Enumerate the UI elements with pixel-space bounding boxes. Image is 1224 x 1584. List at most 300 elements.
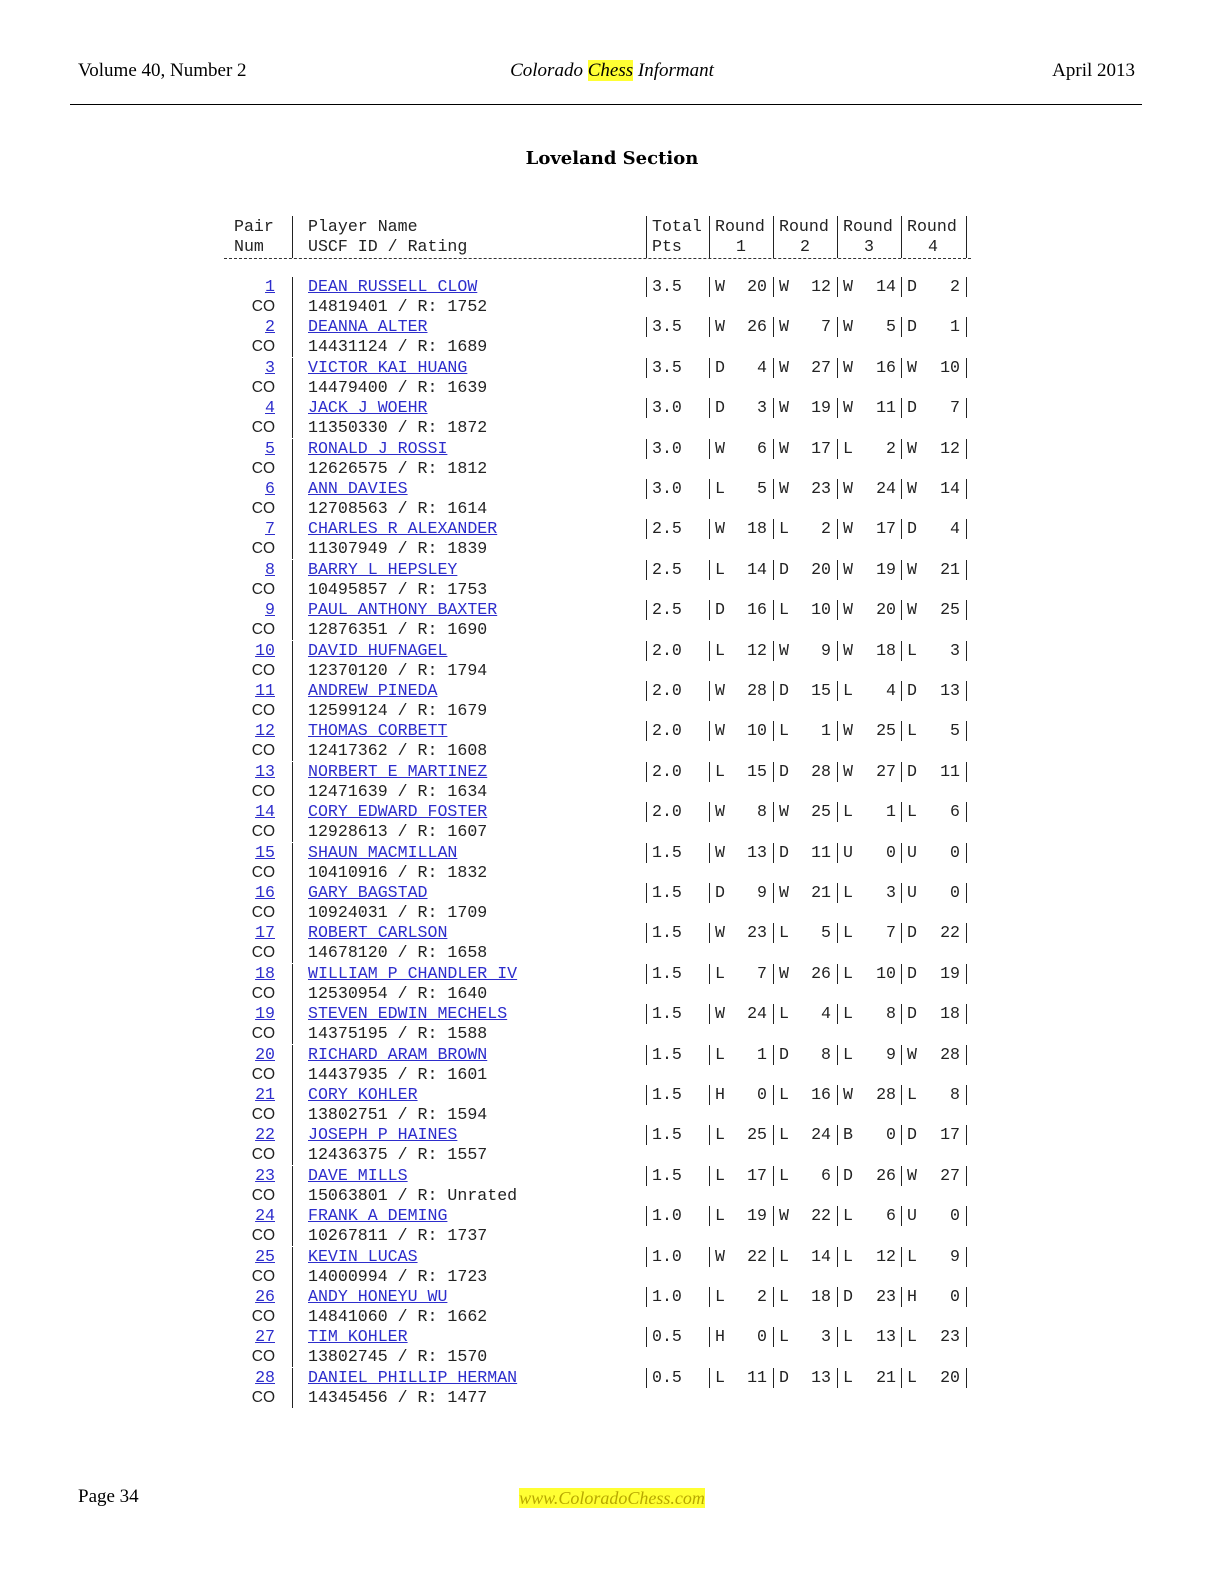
title-part-1: Colorado	[510, 60, 588, 81]
player-state: CO	[251, 661, 275, 679]
player-name-link[interactable]: JOSEPH P HAINES	[308, 1125, 458, 1145]
row-separator	[646, 762, 647, 782]
round-2-result: L	[779, 1004, 789, 1024]
row-separator	[646, 1206, 647, 1226]
round-2-result: L	[779, 721, 789, 741]
round-4-opponent: 14	[940, 479, 960, 498]
round-3-result: L	[843, 1004, 853, 1024]
round-3-result: U	[843, 842, 853, 862]
player-uscf-rating: 14479400 / R: 1639	[308, 377, 488, 397]
round-3-result: L	[843, 681, 853, 700]
row-separator	[773, 1045, 774, 1065]
round-4-result: W	[907, 479, 917, 498]
round-1-result: W	[715, 277, 725, 296]
round-2-result: W	[779, 317, 789, 337]
player-state: CO	[251, 459, 275, 477]
header-round-1: Round	[715, 217, 765, 236]
row-separator	[966, 1206, 967, 1226]
pair-number-link[interactable]: 26	[255, 1287, 275, 1306]
round-3-result: L	[843, 1327, 853, 1347]
row-separator	[966, 1368, 967, 1388]
row-separator	[646, 560, 647, 580]
row-separator	[709, 358, 710, 378]
row-separator	[966, 439, 967, 459]
header-round-3-num: 3	[864, 237, 874, 256]
player-uscf-rating: 14678120 / R: 1658	[308, 943, 488, 963]
header-separator	[773, 216, 774, 258]
round-2-opponent: 4	[821, 1004, 831, 1024]
pair-number-link[interactable]: 27	[255, 1327, 275, 1347]
player-name-link[interactable]: ANDREW PINEDA	[308, 681, 438, 700]
pair-number-link[interactable]: 9	[265, 600, 275, 620]
round-2-result: D	[779, 1044, 789, 1064]
row-separator	[901, 358, 902, 378]
row-separator	[709, 883, 710, 903]
round-4-result: W	[907, 357, 917, 377]
round-3-result: W	[843, 721, 853, 741]
round-4-result: U	[907, 842, 917, 862]
pair-number-link[interactable]: 21	[255, 1085, 275, 1104]
pair-number-link[interactable]: 5	[265, 438, 275, 458]
player-name-link[interactable]: CORY KOHLER	[308, 1085, 418, 1104]
row-separator	[292, 560, 293, 600]
row-separator	[773, 560, 774, 580]
round-3-result: L	[843, 802, 853, 822]
round-1-result: D	[715, 600, 725, 620]
row-separator	[837, 1004, 838, 1024]
row-separator	[901, 1125, 902, 1145]
total-points: 2.0	[652, 640, 682, 660]
website-url[interactable]: www.ColoradoChess.com	[519, 1488, 705, 1508]
row-separator	[966, 1327, 967, 1347]
round-2-result: L	[779, 1327, 789, 1347]
round-2-opponent: 11	[811, 842, 831, 862]
round-4-result: U	[907, 883, 917, 902]
row-separator	[292, 762, 293, 802]
row-separator	[901, 560, 902, 580]
row-separator	[837, 964, 838, 984]
round-4-opponent: 12	[940, 438, 960, 458]
website-link[interactable]	[0, 1488, 1224, 1509]
row-separator	[646, 1004, 647, 1024]
row-separator	[837, 1045, 838, 1065]
row-separator	[901, 277, 902, 297]
row-separator	[837, 439, 838, 459]
player-name-link[interactable]: JACK J WOEHR	[308, 398, 428, 418]
round-3-opponent: 24	[876, 479, 896, 498]
row-separator	[646, 317, 647, 337]
round-2-opponent: 9	[821, 640, 831, 660]
player-name-link[interactable]: ROBERT CARLSON	[308, 923, 448, 943]
round-3-opponent: 25	[876, 721, 896, 741]
round-1-opponent: 28	[747, 681, 767, 700]
round-2-opponent: 5	[821, 923, 831, 943]
row-separator	[709, 560, 710, 580]
round-4-result: D	[907, 277, 917, 296]
total-points: 1.0	[652, 1287, 682, 1306]
round-2-opponent: 3	[821, 1327, 831, 1347]
player-name-link[interactable]: DANIEL PHILLIP HERMAN	[308, 1367, 518, 1387]
page-header	[0, 0, 1224, 110]
pair-number-link[interactable]: 6	[265, 479, 275, 498]
player-name-link[interactable]: CHARLES R ALEXANDER	[308, 519, 498, 539]
round-2-opponent: 23	[811, 479, 831, 498]
row-separator	[292, 721, 293, 761]
round-2-opponent: 6	[821, 1165, 831, 1185]
player-state: CO	[251, 1025, 275, 1043]
round-1-result: W	[715, 1004, 725, 1024]
row-separator	[709, 600, 710, 620]
pair-number-link[interactable]: 18	[255, 963, 275, 983]
row-separator	[646, 358, 647, 378]
round-2-opponent: 17	[811, 438, 831, 458]
row-separator	[837, 1085, 838, 1105]
row-separator	[773, 1247, 774, 1267]
pair-number-link[interactable]: 28	[255, 1367, 275, 1387]
round-3-opponent: 23	[876, 1287, 896, 1306]
round-4-result: H	[907, 1287, 917, 1306]
pair-number-link[interactable]: 7	[265, 519, 275, 539]
row-separator	[966, 519, 967, 539]
player-uscf-rating: 14819401 / R: 1752	[308, 297, 488, 316]
row-separator	[966, 1287, 967, 1307]
round-4-result: W	[907, 559, 917, 579]
round-3-result: W	[843, 357, 853, 377]
row-separator	[773, 1166, 774, 1186]
player-name-link[interactable]: PAUL ANTHONY BAXTER	[308, 600, 498, 620]
round-4-result: D	[907, 1004, 917, 1024]
player-name-link[interactable]: FRANK A DEMING	[308, 1206, 448, 1226]
round-4-opponent: 11	[940, 761, 960, 781]
total-points: 1.5	[652, 842, 682, 862]
pair-number-link[interactable]: 19	[255, 1004, 275, 1024]
row-separator	[901, 1206, 902, 1226]
round-4-result: D	[907, 1125, 917, 1145]
row-separator	[901, 1085, 902, 1105]
round-2-opponent: 26	[811, 963, 831, 983]
row-separator	[901, 1368, 902, 1388]
player-uscf-rating: 14345456 / R: 1477	[308, 1387, 488, 1407]
header-pts: Pts	[652, 237, 682, 256]
round-1-result: W	[715, 721, 725, 741]
table-row	[0, 1045, 1224, 1085]
round-4-opponent: 22	[940, 923, 960, 943]
header-rule	[70, 104, 1142, 105]
round-1-opponent: 0	[757, 1085, 767, 1104]
player-uscf-rating: 14437935 / R: 1601	[308, 1064, 488, 1084]
player-name-link[interactable]: DAVID HUFNAGEL	[308, 640, 448, 660]
round-1-result: L	[715, 640, 725, 660]
section-title: Loveland Section	[525, 148, 699, 169]
row-separator	[709, 762, 710, 782]
total-points: 1.5	[652, 883, 682, 902]
round-3-opponent: 9	[886, 1044, 896, 1064]
player-state: CO	[251, 1106, 275, 1123]
player-state: CO	[251, 1267, 275, 1285]
round-1-opponent: 3	[757, 398, 767, 418]
player-name-link[interactable]: NORBERT E MARTINEZ	[308, 761, 488, 781]
row-separator	[292, 1085, 293, 1125]
player-name-link[interactable]: KEVIN LUCAS	[308, 1246, 418, 1266]
issue-date: April 2013	[1052, 60, 1135, 81]
row-separator	[709, 1247, 710, 1267]
round-4-opponent: 0	[950, 1206, 960, 1226]
round-2-opponent: 10	[811, 600, 831, 620]
round-3-opponent: 6	[886, 1206, 896, 1226]
round-2-opponent: 18	[811, 1287, 831, 1306]
row-separator	[709, 681, 710, 701]
round-1-opponent: 5	[757, 479, 767, 498]
round-2-opponent: 14	[811, 1246, 831, 1266]
round-1-result: L	[715, 559, 725, 579]
round-3-result: L	[843, 1367, 853, 1387]
round-3-opponent: 11	[876, 398, 896, 418]
player-state: CO	[251, 621, 275, 639]
round-2-opponent: 2	[821, 519, 831, 539]
pair-number-link[interactable]: 14	[255, 802, 275, 822]
row-separator	[837, 277, 838, 297]
row-separator	[292, 1247, 293, 1287]
round-3-result: W	[843, 317, 853, 337]
row-separator	[773, 277, 774, 297]
round-2-result: D	[779, 681, 789, 700]
round-2-result: W	[779, 802, 789, 822]
total-points: 3.0	[652, 479, 682, 498]
row-separator	[901, 1004, 902, 1024]
player-name-link[interactable]: DEANNA ALTER	[308, 317, 428, 337]
player-name-link[interactable]: VICTOR KAI HUANG	[308, 357, 468, 377]
round-3-result: L	[843, 923, 853, 943]
row-separator	[709, 641, 710, 661]
row-separator	[773, 479, 774, 499]
row-separator	[966, 681, 967, 701]
pair-number-link[interactable]: 20	[255, 1044, 275, 1064]
round-4-result: U	[907, 1206, 917, 1226]
pair-number-link[interactable]: 1	[265, 277, 275, 296]
round-4-result: W	[907, 1044, 917, 1064]
row-separator	[292, 1327, 293, 1367]
round-1-opponent: 25	[747, 1125, 767, 1145]
round-4-opponent: 2	[950, 277, 960, 296]
round-3-opponent: 10	[876, 963, 896, 983]
round-2-opponent: 7	[821, 317, 831, 337]
table-row	[0, 1287, 1224, 1327]
round-4-opponent: 17	[940, 1125, 960, 1145]
row-separator	[292, 398, 293, 438]
table-row	[0, 923, 1224, 963]
player-name-link[interactable]: ANDY HONEYU WU	[308, 1287, 448, 1306]
player-uscf-rating: 13802745 / R: 1570	[308, 1347, 488, 1367]
pair-number-link[interactable]: 12	[255, 721, 275, 741]
player-name-link[interactable]: GARY BAGSTAD	[308, 883, 428, 902]
row-separator	[709, 1287, 710, 1307]
row-separator	[709, 479, 710, 499]
table-row	[0, 277, 1224, 317]
player-name-link[interactable]: THOMAS CORBETT	[308, 721, 448, 741]
pair-number-link[interactable]: 8	[265, 559, 275, 579]
total-points: 2.5	[652, 600, 682, 620]
round-1-result: W	[715, 438, 725, 458]
row-separator	[837, 802, 838, 822]
round-1-result: W	[715, 519, 725, 539]
round-1-opponent: 13	[747, 842, 767, 862]
round-1-result: W	[715, 681, 725, 700]
table-row	[0, 843, 1224, 883]
pair-number-link[interactable]: 24	[255, 1206, 275, 1226]
row-separator	[709, 1004, 710, 1024]
round-3-opponent: 8	[886, 1004, 896, 1024]
row-separator	[837, 1368, 838, 1388]
pair-number-link[interactable]: 16	[255, 883, 275, 902]
player-uscf-rating: 10267811 / R: 1737	[308, 1226, 488, 1246]
player-name-link[interactable]: DAVE MILLS	[308, 1165, 408, 1185]
pair-number-link[interactable]: 11	[255, 681, 275, 700]
player-name-link[interactable]: ANN DAVIES	[308, 479, 408, 498]
header-separator	[709, 216, 710, 258]
round-4-opponent: 10	[940, 357, 960, 377]
player-uscf-rating: 12530954 / R: 1640	[308, 983, 488, 1003]
player-name-link[interactable]: CORY EDWARD FOSTER	[308, 802, 488, 822]
player-name-link[interactable]: TIM KOHLER	[308, 1327, 408, 1347]
row-separator	[901, 1247, 902, 1267]
round-3-result: W	[843, 1085, 853, 1104]
table-row	[0, 358, 1224, 398]
round-1-opponent: 10	[747, 721, 767, 741]
round-3-result: L	[843, 1206, 853, 1226]
row-separator	[292, 1368, 293, 1408]
pair-number-link[interactable]: 17	[255, 923, 275, 943]
player-name-link[interactable]: BARRY L HEPSLEY	[308, 559, 458, 579]
player-name-link[interactable]: SHAUN MACMILLAN	[308, 842, 458, 862]
header-player-name: Player Name	[308, 217, 418, 236]
title-highlight: Chess	[587, 60, 634, 81]
round-1-opponent: 2	[757, 1287, 767, 1306]
player-uscf-rating: 12436375 / R: 1557	[308, 1145, 488, 1165]
round-1-result: W	[715, 842, 725, 862]
row-separator	[837, 641, 838, 661]
total-points: 1.5	[652, 963, 682, 983]
row-separator	[292, 358, 293, 398]
round-1-opponent: 17	[747, 1165, 767, 1185]
player-name-link[interactable]: WILLIAM P CHANDLER IV	[308, 963, 518, 983]
pair-number-link[interactable]: 25	[255, 1246, 275, 1266]
row-separator	[901, 1287, 902, 1307]
row-separator	[709, 721, 710, 741]
pair-number-link[interactable]: 4	[265, 398, 275, 418]
round-4-result: L	[907, 1085, 917, 1104]
player-uscf-rating: 11350330 / R: 1872	[308, 418, 488, 438]
round-2-result: D	[779, 842, 789, 862]
row-separator	[773, 923, 774, 943]
round-4-result: D	[907, 681, 917, 700]
player-name-link[interactable]: DEAN RUSSELL CLOW	[308, 277, 478, 296]
player-uscf-rating: 12876351 / R: 1690	[308, 620, 488, 640]
row-separator	[837, 1287, 838, 1307]
round-1-result: H	[715, 1327, 725, 1347]
row-separator	[292, 1125, 293, 1165]
round-2-opponent: 20	[811, 559, 831, 579]
round-1-opponent: 26	[747, 317, 767, 337]
volume-label: Volume 40, Number 2	[78, 60, 247, 81]
header-separator	[901, 216, 902, 258]
header-separator	[646, 216, 647, 258]
total-points: 2.0	[652, 761, 682, 781]
row-separator	[901, 641, 902, 661]
row-separator	[773, 519, 774, 539]
row-separator	[966, 358, 967, 378]
total-points: 0.5	[652, 1327, 682, 1347]
player-name-link[interactable]: RONALD J ROSSI	[308, 438, 448, 458]
pair-number-link[interactable]: 13	[255, 761, 275, 781]
row-separator	[773, 1287, 774, 1307]
round-3-opponent: 28	[876, 1085, 896, 1104]
row-separator	[709, 317, 710, 337]
player-name-link[interactable]: STEVEN EDWIN MECHELS	[308, 1004, 508, 1024]
round-3-opponent: 1	[886, 802, 896, 822]
round-3-result: D	[843, 1287, 853, 1306]
pair-number-link[interactable]: 10	[255, 640, 275, 660]
round-3-result: W	[843, 761, 853, 781]
row-separator	[773, 1125, 774, 1145]
header-divider	[224, 258, 971, 259]
row-separator	[901, 923, 902, 943]
row-separator	[901, 600, 902, 620]
round-3-opponent: 0	[886, 1125, 896, 1145]
player-uscf-rating: 14431124 / R: 1689	[308, 337, 488, 357]
round-1-result: L	[715, 963, 725, 983]
pair-number-link[interactable]: 23	[255, 1165, 275, 1185]
player-state: CO	[251, 580, 275, 598]
round-4-opponent: 1	[950, 317, 960, 337]
player-state: CO	[251, 742, 275, 760]
pair-number-link[interactable]: 2	[265, 317, 275, 337]
round-1-opponent: 4	[757, 357, 767, 377]
pair-number-link[interactable]: 22	[255, 1125, 275, 1145]
player-state: CO	[251, 863, 275, 881]
round-1-result: L	[715, 1287, 725, 1306]
row-separator	[901, 398, 902, 418]
round-4-result: D	[907, 761, 917, 781]
round-1-result: L	[715, 1206, 725, 1226]
total-points: 2.5	[652, 559, 682, 579]
round-4-opponent: 7	[950, 398, 960, 418]
round-2-result: D	[779, 559, 789, 579]
row-separator	[292, 600, 293, 640]
player-name-link[interactable]: RICHARD ARAM BROWN	[308, 1044, 488, 1064]
round-2-opponent: 28	[811, 761, 831, 781]
total-points: 3.0	[652, 398, 682, 418]
table-row	[0, 519, 1224, 559]
round-2-opponent: 12	[811, 277, 831, 296]
row-separator	[901, 519, 902, 539]
row-separator	[966, 1004, 967, 1024]
total-points: 3.0	[652, 438, 682, 458]
round-4-opponent: 28	[940, 1044, 960, 1064]
table-row	[0, 964, 1224, 1004]
total-points: 1.5	[652, 1125, 682, 1145]
pair-number-link[interactable]: 3	[265, 357, 275, 377]
row-separator	[709, 1327, 710, 1347]
round-1-result: L	[715, 479, 725, 498]
player-uscf-rating: 12599124 / R: 1679	[308, 701, 488, 720]
pair-number-link[interactable]: 15	[255, 842, 275, 862]
round-4-result: L	[907, 802, 917, 822]
round-1-result: D	[715, 883, 725, 902]
round-4-opponent: 18	[940, 1004, 960, 1024]
player-state: CO	[251, 1227, 275, 1245]
row-separator	[837, 1125, 838, 1145]
round-3-opponent: 18	[876, 640, 896, 660]
